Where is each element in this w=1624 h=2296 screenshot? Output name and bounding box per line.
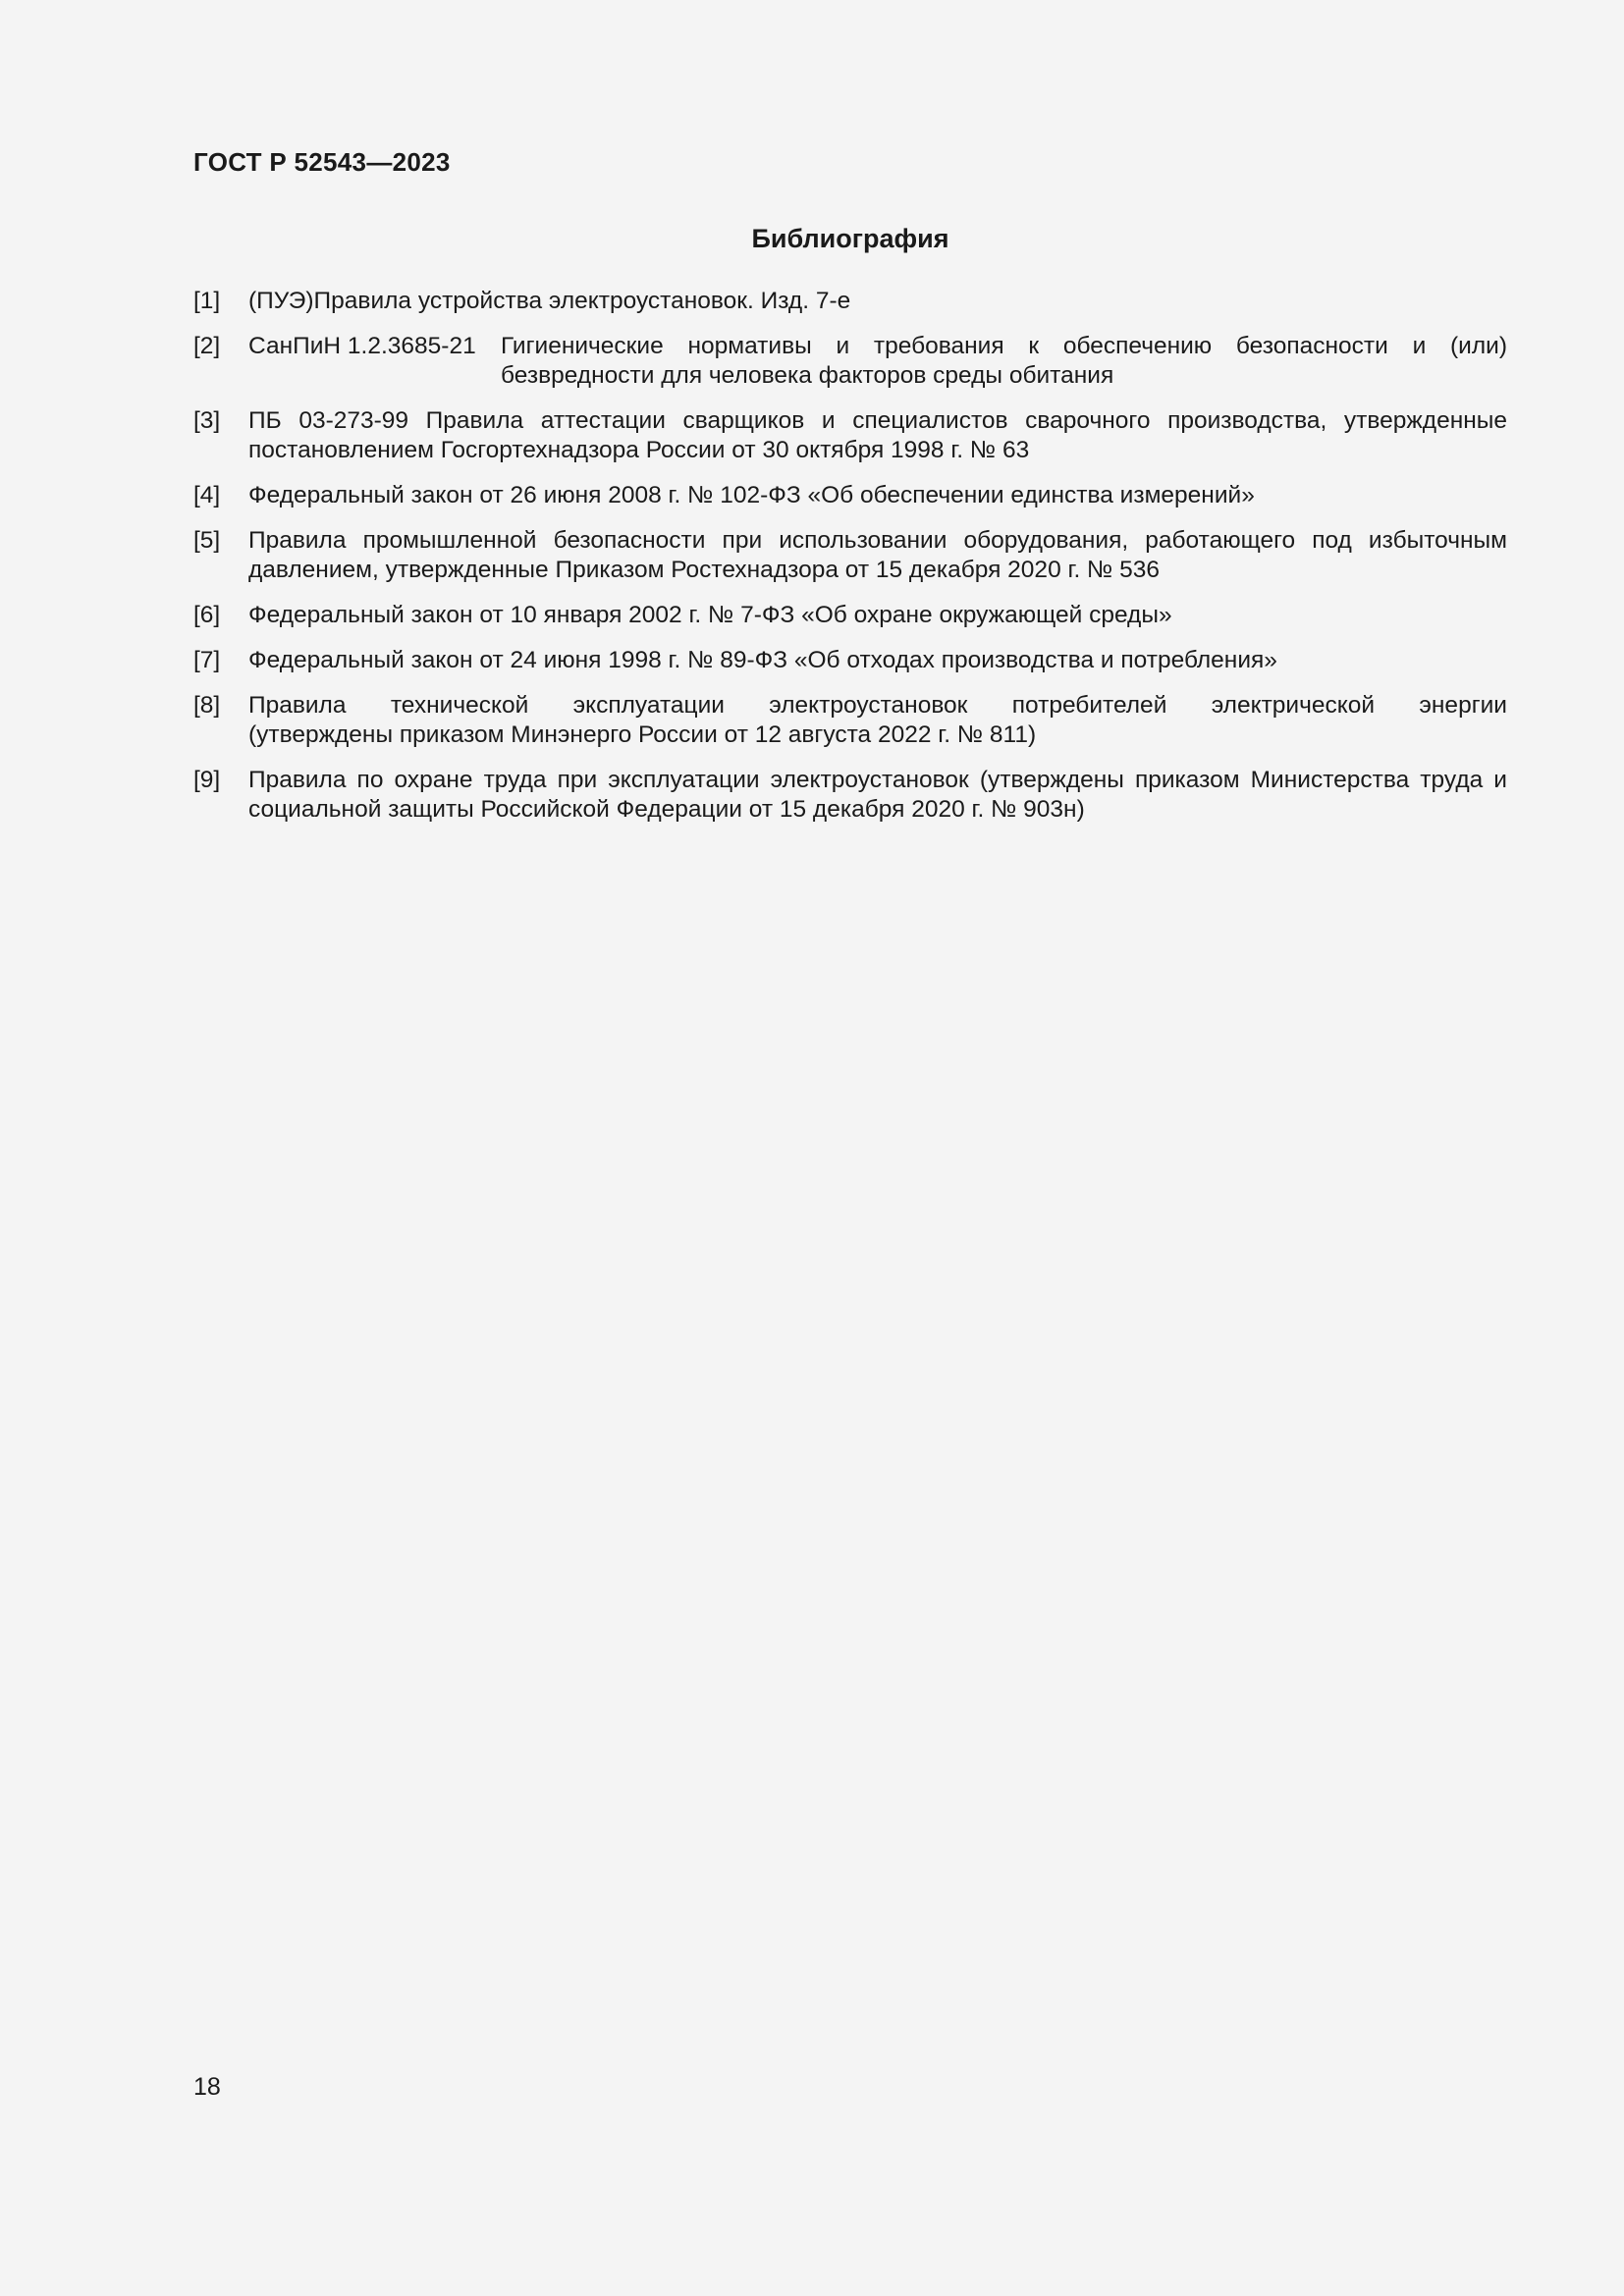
bibliography-item [193, 646, 1507, 675]
bibliography-item-number: [7] [193, 647, 221, 673]
bibliography-item-number: [5] [193, 527, 221, 554]
bibliography-item-number: [9] [193, 767, 221, 793]
bibliography-item-text: ПБ 03-273-99 Правила аттестации сварщиков и специалистов сварочного производства, утвержденные постановлением Госгортехнадзора России от 30 октября 1998 г. № 63 [248, 407, 1507, 463]
bibliography-item-text: (ПУЭ)Правила устройства электроустановок. Изд. 7-е [248, 288, 851, 314]
bibliography-item-text-line1: Правила технической эксплуатации электроустановок потребителей электрической энергии [248, 692, 1507, 719]
bibliography-item [193, 766, 1507, 825]
page-number: 18 [193, 2073, 221, 2101]
bibliography-item [193, 481, 1507, 510]
document-code: ГОСТ Р 52543—2023 [193, 147, 451, 177]
bibliography-item [193, 526, 1507, 585]
bibliography-item-number: [4] [193, 482, 221, 508]
bibliography-item-number: [6] [193, 602, 221, 628]
bibliography-item-number: [8] [193, 692, 221, 719]
bibliography-item [193, 691, 1507, 750]
bibliography-item-code: СанПиН 1.2.3685-21 [248, 333, 476, 359]
bibliography-item-text-wrapper [248, 691, 1507, 750]
bibliography-item-text: Правила по охране труда при эксплуатации электроустановок (утверждены приказом Министерства труда и социальной защиты Российской Федерации от 15 декабря 2020 г. № 903н) [248, 767, 1507, 823]
bibliography-item [193, 332, 1507, 391]
bibliography-item-text: Правила промышленной безопасности при использовании оборудования, работающего под избыточным давлением, утвержденные Приказом Ростехнадзора от 15 декабря 2020 г. № 536 [248, 527, 1507, 583]
section-title: Библиография [751, 224, 949, 253]
bibliography-item-text-line2: (утверждены приказом Минэнерго России от 12 августа 2022 г. № 811) [248, 721, 1037, 748]
bibliography-item-text: Федеральный закон от 24 июня 1998 г. № 89-ФЗ «Об отходах производства и потребления» [248, 647, 1277, 673]
bibliography-item [193, 601, 1507, 630]
bibliography-item-text: Гигиенические нормативы и требования к обеспечению безопасности и (или) безвредности для человека факторов среды обитания [501, 333, 1507, 389]
bibliography-item-number: [1] [193, 288, 221, 314]
bibliography-item-text: Федеральный закон от 10 января 2002 г. № 7-ФЗ «Об охране окружающей среды» [248, 602, 1172, 628]
bibliography-list [193, 287, 1507, 840]
bibliography-item-text: Федеральный закон от 26 июня 2008 г. № 102-ФЗ «Об обеспечении единства измерений» [248, 482, 1255, 508]
bibliography-item-number: [2] [193, 333, 221, 359]
bibliography-item [193, 406, 1507, 465]
bibliography-item-number: [3] [193, 407, 221, 434]
bibliography-item [193, 287, 1507, 316]
